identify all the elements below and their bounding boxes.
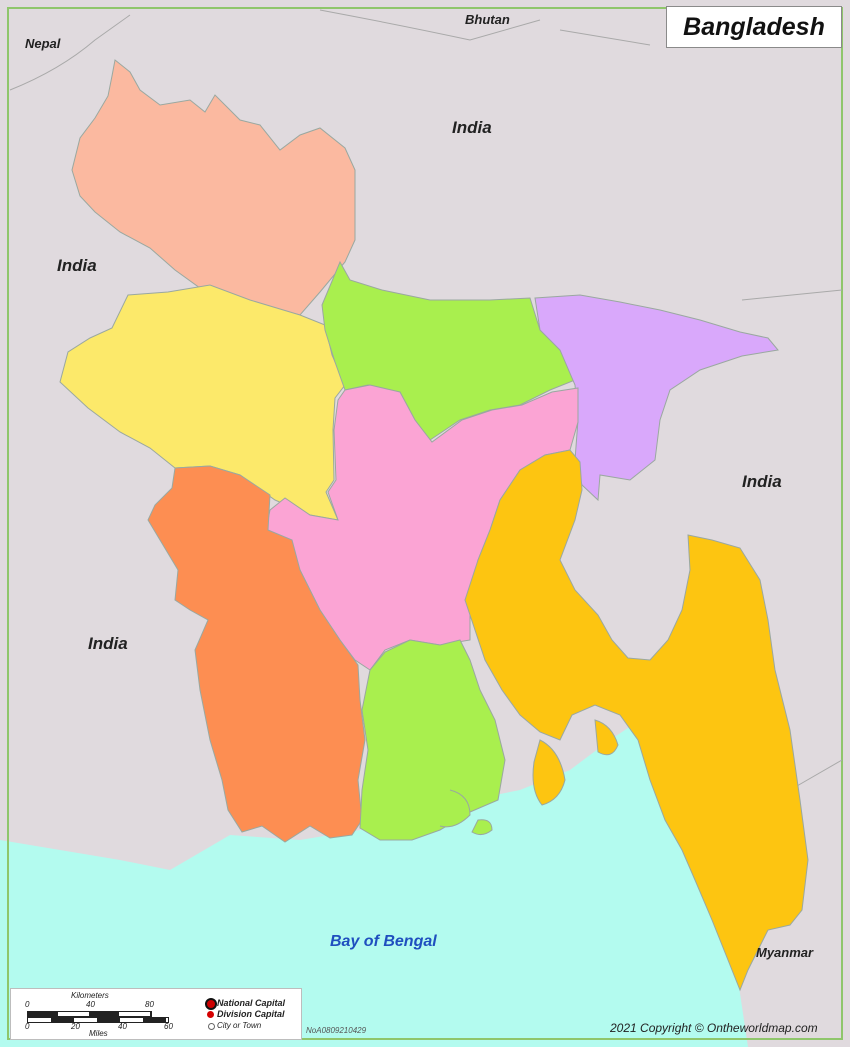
legend-km-tick: 80 [145, 1000, 154, 1009]
legend-city-or-town: City or Town [217, 1021, 262, 1030]
label-india-west: India [57, 256, 97, 275]
label-india-north: India [452, 118, 492, 137]
national-capital-icon [205, 998, 217, 1010]
legend-km-tick: 0 [25, 1000, 30, 1009]
legend-national-capital: National Capital [217, 998, 286, 1008]
label-nepal: Nepal [25, 36, 61, 51]
map-code: NoA0809210429 [306, 1026, 367, 1035]
division-capital-icon [207, 1011, 214, 1018]
legend-km-tick: 40 [86, 1000, 95, 1009]
label-bay-of-bengal: Bay of Bengal [330, 933, 437, 950]
legend-scale-bar-mi [27, 1017, 169, 1023]
city-icon [208, 1023, 215, 1030]
label-myanmar: Myanmar [756, 945, 814, 960]
label-india-east: India [742, 472, 782, 491]
legend-mi-tick: 20 [71, 1022, 80, 1031]
legend [10, 988, 302, 1040]
legend-mi-tick: 60 [164, 1022, 173, 1031]
map-title: Bangladesh [683, 12, 825, 41]
legend-mi-tick: 40 [118, 1022, 127, 1031]
legend-kilometers: Kilometers [71, 991, 109, 1000]
copyright: 2021 Copyright © Ontheworldmap.com [610, 1021, 818, 1035]
label-india-southwest: India [88, 634, 128, 653]
legend-mi-tick: 0 [25, 1022, 30, 1031]
label-bhutan: Bhutan [465, 12, 510, 27]
map-title-box [666, 6, 842, 48]
legend-miles: Miles [89, 1029, 108, 1038]
legend-division-capital: Division Capital [217, 1009, 285, 1019]
